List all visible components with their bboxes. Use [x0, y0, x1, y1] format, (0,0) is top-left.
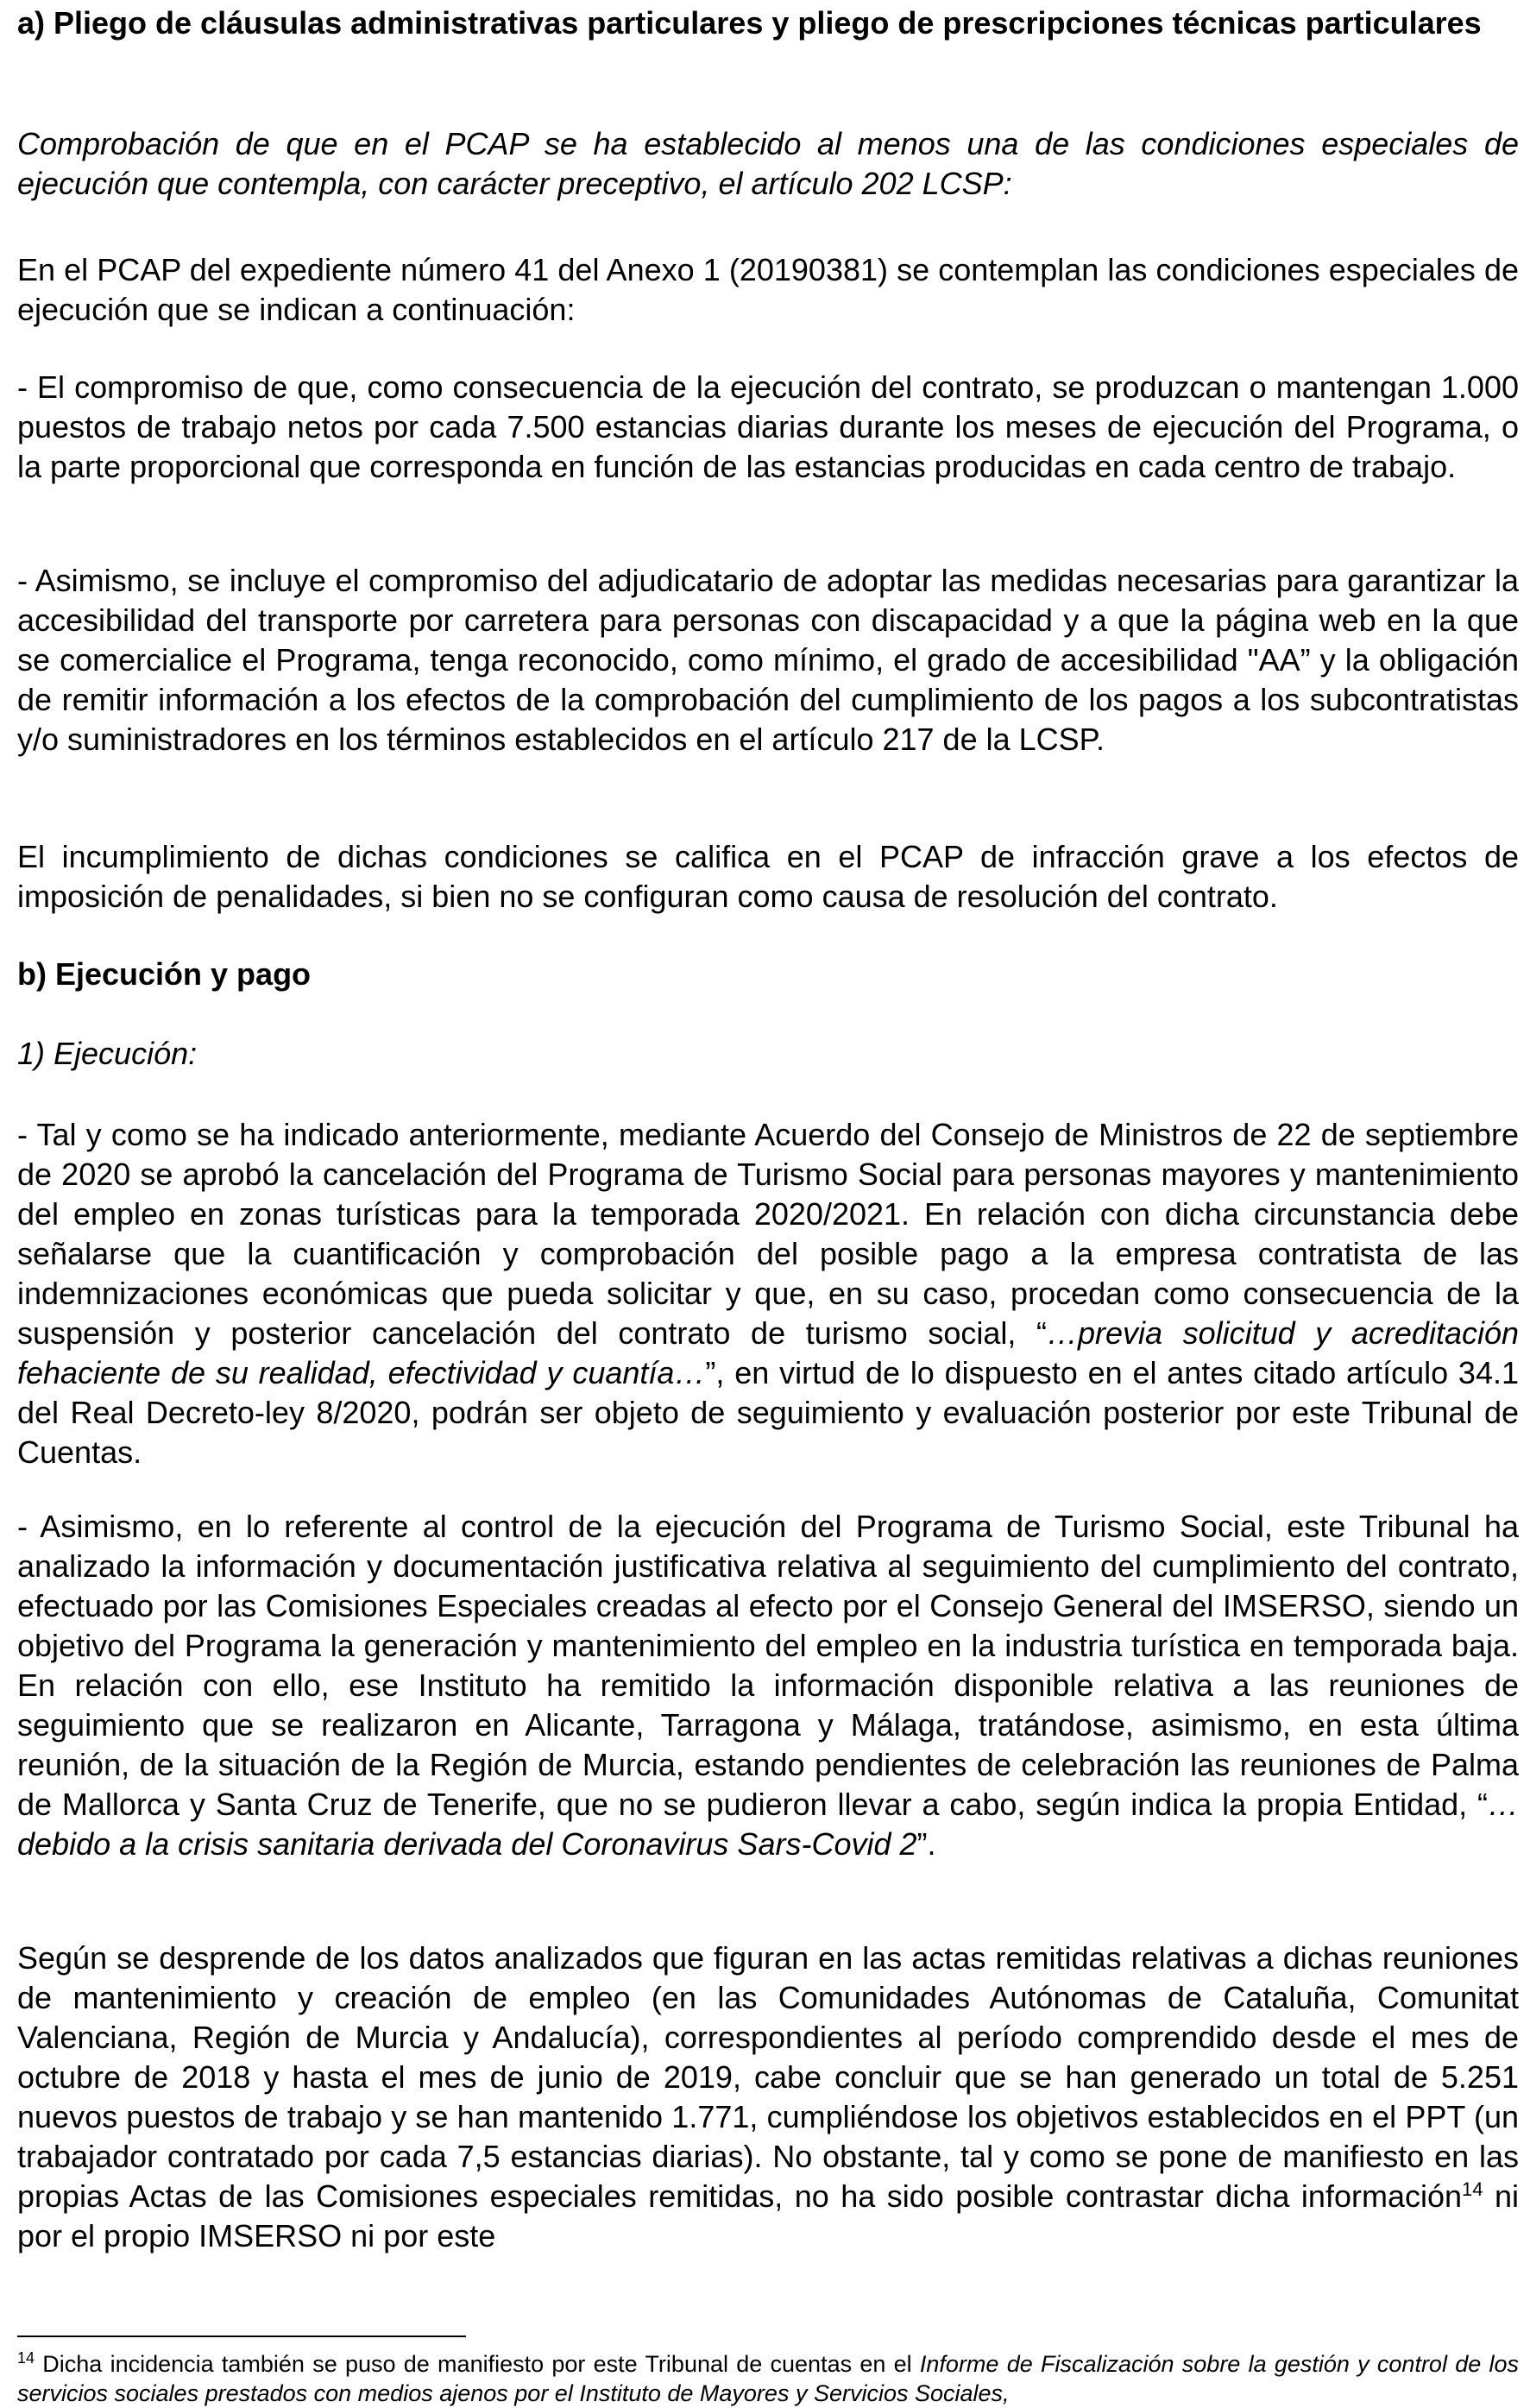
section-heading-a: a) Pliego de cláusulas administrativas particulares y pliego de prescripciones técnicas particulares — [17, 5, 1482, 41]
footnote-number: 14 — [17, 2349, 35, 2367]
quote-italic: …debido a la crisis sanitaria derivada del Coronavirus Sars-Covid 2 — [17, 1787, 1519, 1862]
footnote-divider — [17, 2336, 466, 2337]
condition-accessibility-paragraph: - Asimismo, se incluye el compromiso del adjudicatario de adoptar las medidas necesarias para garantizar la accesibilidad del transporte por carretera para personas con discapacidad y a que la página web en la que se comercialice el Programa, tenga reconocido, como mínimo, el grado de accesibilidad "AA” y la obligación de remitir información a los efectos de la comprobación del cumplimiento de los pagos a los subcontratistas y/o suministradores en los términos establecidos en el artículo 217 de la LCSP. — [17, 563, 1519, 757]
text-run: - Asimismo, en lo referente al control de la ejecución del Programa de Turismo Social, este Tribunal ha analizado la información y documentación justificativa relativa al seguimiento del cumplimiento del contrato, efectuado por las Comisiones Especiales creadas al efecto por el Consejo General del IMSERSO, siendo un objetivo del Programa la generación y mantenimiento del empleo en la industria turística en temporada baja. En relación con ello, ese Instituto ha remitido la información disponible relativa a las reuniones de seguimiento que se realizaron en Alicante, Tarragona y Málaga, tratándose, asimismo, en esta última reunión, de la situación de la Región de Murcia, estando pendientes de celebración las reuniones de Palma de Mallorca y Santa Cruz de Tenerife, que no se pudieron llevar a cabo, según indica la propia Entidad, “ — [17, 1509, 1519, 1822]
intro-paragraph: Comprobación de que en el PCAP se ha establecido al menos una de las condiciones especiales de ejecución que contempla, con carácter preceptivo, el artículo 202 LCSP: — [17, 126, 1519, 201]
text-run: ”. — [916, 1826, 936, 1862]
execution-cancellation-paragraph — [17, 1115, 1519, 1472]
section-heading-b: b) Ejecución y pago — [17, 956, 312, 992]
text-run: Dicha incidencia también se puso de manifiesto por este Tribunal de cuentas en el — [35, 2351, 920, 2377]
subsection-label-ejecucion: 1) Ejecución: — [17, 1036, 198, 1071]
quote-italic: …previa solicitud y acreditación fehaciente de su realidad, efectividad y cuantía… — [17, 1315, 1520, 1390]
footnote-reference[interactable]: 14 — [1462, 2178, 1483, 2200]
pcap-paragraph: En el PCAP del expediente número 41 del Anexo 1 (20190381) se contemplan las condiciones especiales de ejecución que se indican a continuación: — [17, 252, 1519, 327]
footnote-14 — [17, 2349, 1519, 2408]
text-run: Según se desprende de los datos analizados que figuran en las actas remitidas relativas a dichas reuniones de mantenimiento y creación de empleo (en las Comunidades Autónomas de Cataluña, Comunitat Valenciana, Región de Murcia y Andalucía), correspondientes al período comprendido desde el mes de octubre de 2018 y hasta el mes de junio de 2019, cabe concluir que se han generado un total de 5.251 nuevos puestos de trabajo y se han mantenido 1.771, cumpliéndose los objetivos establecidos en el PPT (un trabajador contratado por cada 7,5 estancias diarias). No obstante, tal y como se pone de manifiesto en las propias Actas de las Comisiones especiales remitidas, no ha sido posible contrastar dicha información — [17, 1940, 1519, 2214]
noncompliance-paragraph: El incumplimiento de dichas condiciones se califica en el PCAP de infracción grave a los efectos de imposición de penalidades, si bien no se configuran como causa de resolución del contrato. — [17, 839, 1519, 914]
text-run: ”, en virtud de lo dispuesto en el antes citado artículo 34.1 del Real Decreto-ley 8/2020, podrán ser objeto de seguimiento y evaluación posterior por este Tribunal de Cuentas. — [17, 1355, 1520, 1470]
execution-control-paragraph — [17, 1507, 1519, 1864]
report-title-italic: Informe de Fiscalización sobre la gestión y control de los servicios sociales prestados con medios ajenos por el Instituto de Mayores y Servicios Sociales, — [17, 2351, 1520, 2406]
text-run: ni por el propio IMSERSO ni por este — [17, 2178, 1519, 2254]
condition-employment-paragraph: - El compromiso de que, como consecuencia de la ejecución del contrato, se produzcan o mantengan 1.000 puestos de trabajo netos por cada 7.500 estancias diarias durante los meses de ejecución del Programa, o la parte proporcional que corresponda en función de las estancias producidas en cada centro de trabajo. — [17, 369, 1519, 484]
employment-data-paragraph — [17, 1938, 1519, 2256]
text-run: - Tal y como se ha indicado anteriormente, mediante Acuerdo del Consejo de Ministros de 22 de septiembre de 2020 se aprobó la cancelación del Programa de Turismo Social para personas mayores y mantenimiento del empleo en zonas turísticas para la temporada 2020/2021. En relación con dicha circunstancia debe señalarse que la cuantificación y comprobación del posible pago a la empresa contratista de las indemnizaciones económicas que pueda solicitar y que, en su caso, procedan como consecuencia de la suspensión y posterior cancelación del contrato de turismo social, “ — [17, 1117, 1519, 1351]
